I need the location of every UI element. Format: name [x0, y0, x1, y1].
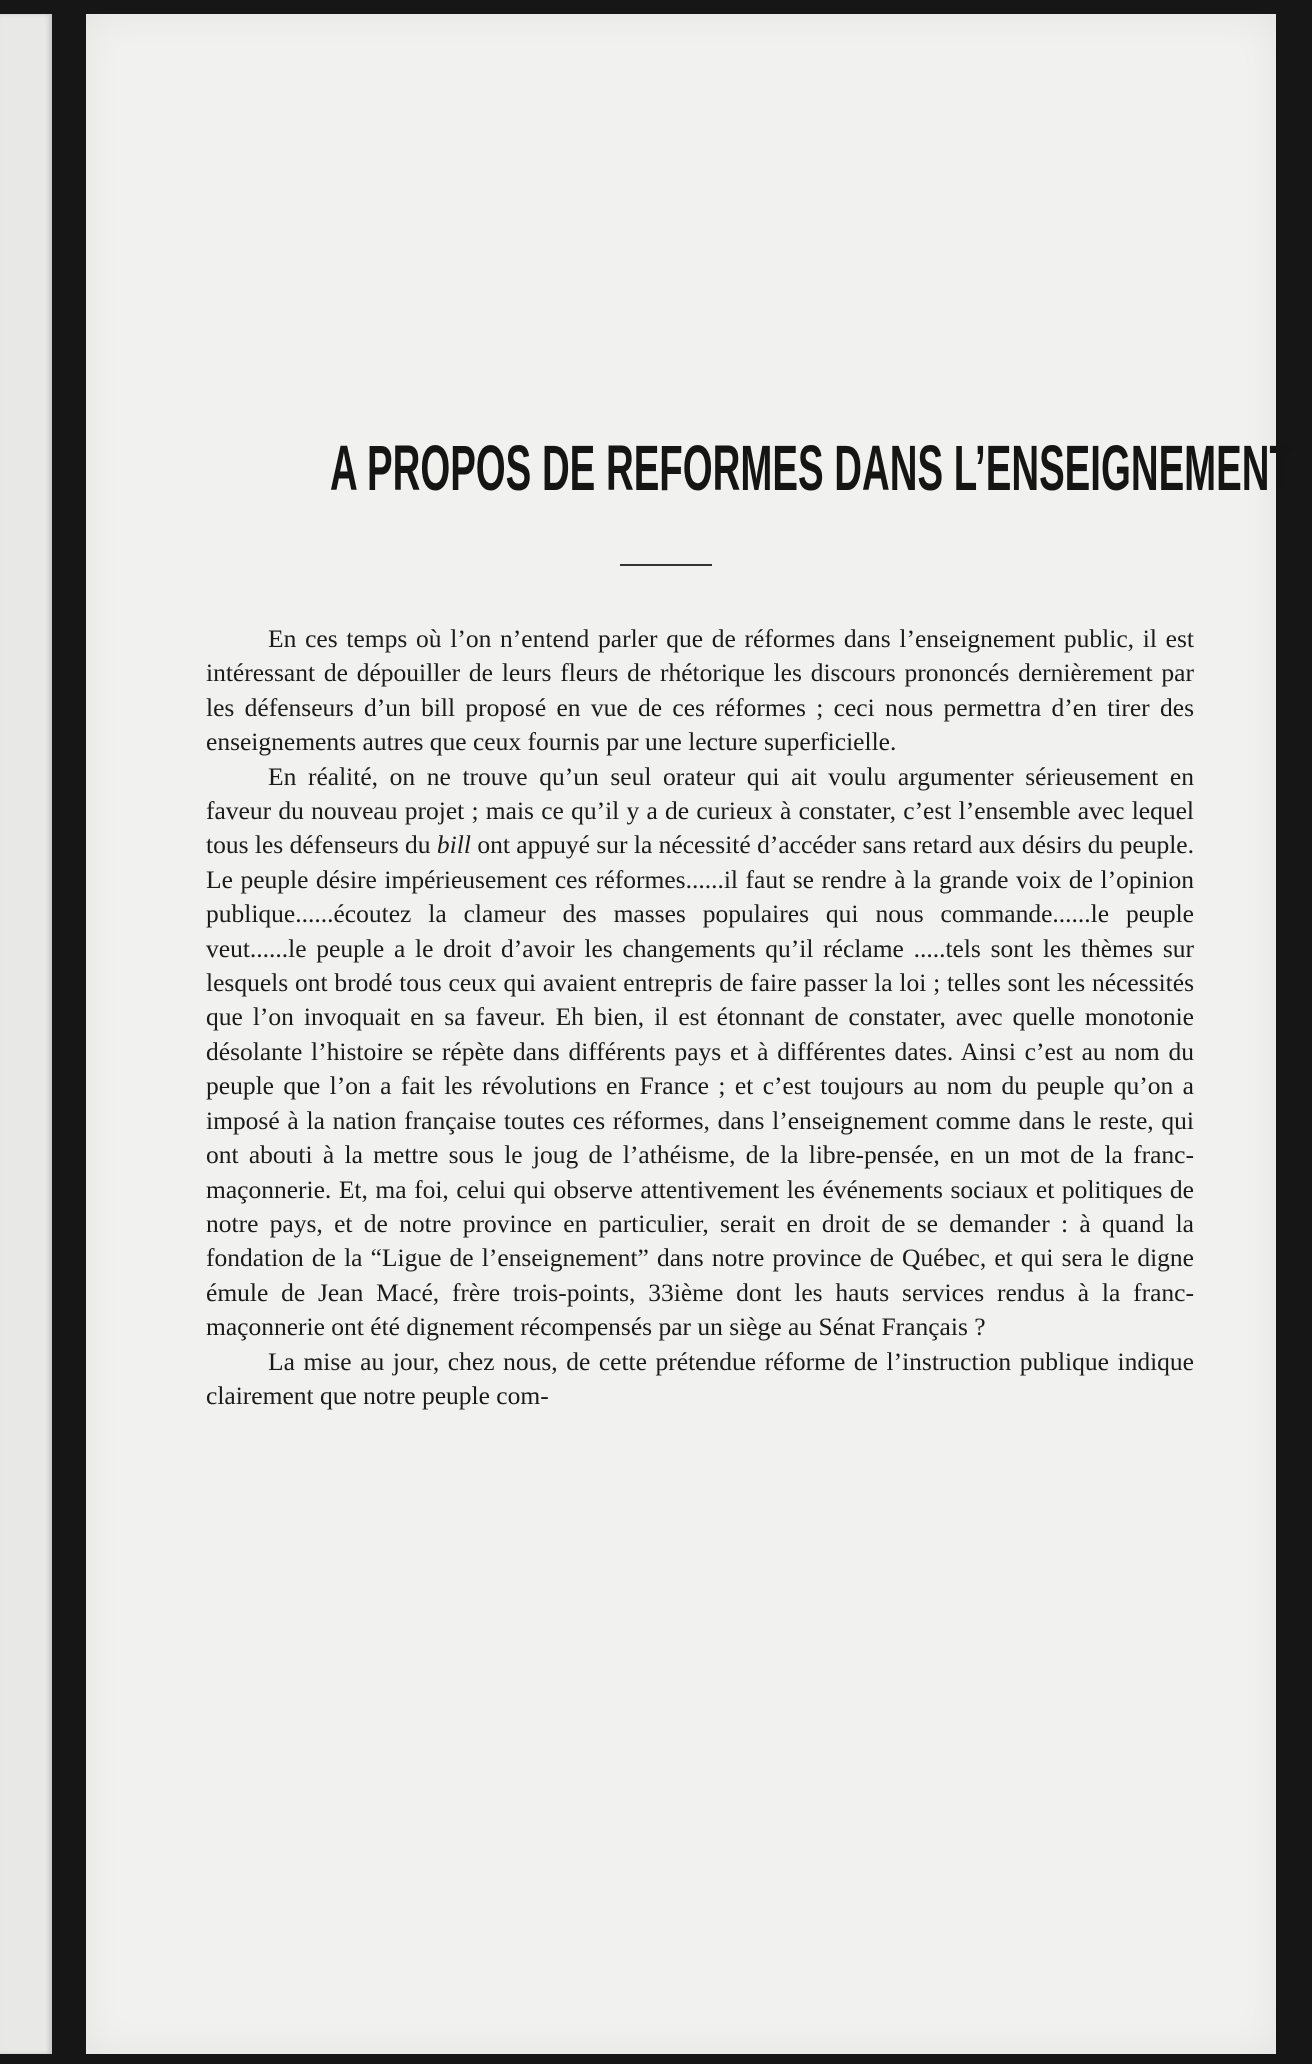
text-run: En ces temps où l’on n’entend parler que de réformes dans l’enseignement public, il est intéressant de dépouiller de leurs fleurs de rhétorique les discours prononcés dernièrement par les défenseurs d’un bill proposé en vue de ces réformes ; ceci nous permettra d’en tirer des enseignements autres que ceux fournis par une lecture superficielle.: [206, 624, 1194, 757]
book-page: [86, 14, 1293, 2054]
italic-run: bill: [436, 830, 471, 860]
article-title: A PROPOS DE REFORMES DANS L’ENSEIGNEMENT: [330, 432, 1293, 504]
title-divider: [620, 564, 712, 566]
body-paragraph: [206, 760, 1194, 1345]
facing-page-edge: [0, 14, 52, 2054]
text-run: La mise au jour, chez nous, de cette prétendue réforme de l’instruction publique indique clairement que notre peuple com-: [206, 1346, 1194, 1410]
body-paragraph: [206, 622, 1194, 760]
text-run: ont appuyé sur la nécessité d’accéder sans retard aux désirs du peuple. Le peuple désire impérieusement ces réformes......il faut se rendre à la grande voix de l’opinion publique......écoutez la clameur des masses populaires qui nous commande......le peuple veut......le peuple a le droit d’avoir les changements qu’il réclame .....tels sont les thèmes sur lesquels ont brodé tous ceux qui avaient entrepris de faire passer la loi ; telles sont les nécessités que l’on invoquait en sa faveur. Eh bien, il est étonnant de constater, avec quelle monotonie désolante l’histoire se répète dans différents pays et à différentes dates. Ainsi c’est au nom du peuple que l’on a fait les révolutions en France ; et c’est toujours au nom du peuple qu’on a imposé à la nation française toutes ces réformes, dans l’enseignement comme dans le reste, qui ont abouti à la mettre sous le joug de l’athéisme, de la libre-pensée, en un mot de la franc-maçonnerie. Et, ma foi, celui qui observe attentivement les événements sociaux et politiques de notre pays, et de notre province en particulier, serait en droit de se demander : à quand la fondation de la “Ligue de l’enseignement” dans notre province de Québec, et qui sera le digne émule de Jean Macé, frère trois-points, 33ième dont les hauts services rendus à la franc-maçonnerie ont été dignement récompensés par un siège au Sénat Français ?: [206, 830, 1194, 1342]
article-body: [206, 622, 1194, 1413]
text-run: En réalité, on ne trouve qu’un seul orateur qui ait voulu argumenter sérieusement en faveur du nouveau projet ; mais ce qu’il y a de curieux à constater, c’est l’ensemble avec lequel tous les défenseurs du: [206, 761, 1194, 860]
body-paragraph: [206, 1345, 1194, 1414]
